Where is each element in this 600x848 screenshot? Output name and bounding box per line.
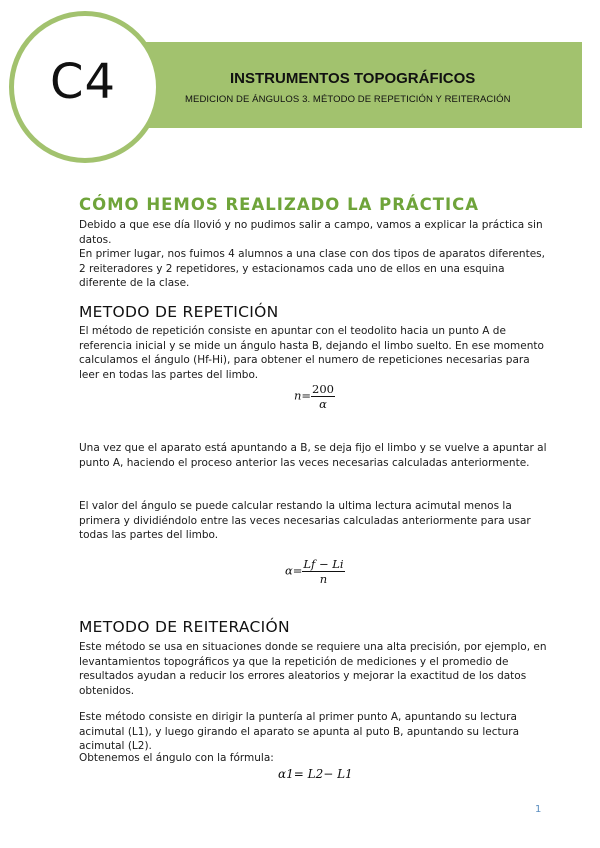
section-heading-repetition: METODO DE REPETICIÓN bbox=[79, 303, 279, 321]
paragraph-reiteration-3: Obtenemos el ángulo con la fórmula: bbox=[79, 752, 274, 764]
section-heading-reiteration: METODO DE REITERACIÓN bbox=[79, 618, 290, 636]
chapter-code: C4 bbox=[50, 54, 117, 110]
formula-alpha-lhs: α= bbox=[285, 563, 303, 578]
page-number: 1 bbox=[535, 804, 542, 815]
paragraph-repetition-1: El método de repetición consiste en apuntar con el teodolito hacia un punto A de referencia inicial y se mide un ángulo hasta B, dejando el limbo suelto. En ese momento calculamos el ángulo (Hf-Hi), para obtener el numero de repeticiones necesarias para leer en todas las partes del limbo. bbox=[79, 325, 544, 381]
paragraph-reiteration-1: Este método se usa en situaciones donde se requiere una alta precisión, por ejemplo, en levantamientos topográficos ya que la repetición de mediciones y el promedio de resultados ayudan a reducir los errores aleatorios y mejorar la exactitud de los datos obtenidos. bbox=[79, 641, 547, 697]
formula-alpha bbox=[285, 557, 345, 586]
document-title: INSTRUMENTOS TOPOGRÁFICOS bbox=[230, 70, 476, 87]
formula-alpha-numerator: Lf − Li bbox=[303, 557, 344, 571]
paragraph-repetition-2: Una vez que el aparato está apuntando a B, se deja fijo el limbo y se vuelve a apuntar al punto A, haciendo el proceso anterior las veces necesarias calculadas anteriormente. bbox=[79, 442, 547, 469]
formula-reiteration: α1= L2− L1 bbox=[278, 767, 353, 781]
formula-alpha-denominator: n bbox=[319, 572, 328, 586]
paragraph-reiteration-2: Este método consiste en dirigir la puntería al primer punto A, apuntando su lectura acimutal (L1), y luego girando el aparato se apunta al puto B, apuntando su lectura acimutal (L2). bbox=[79, 711, 520, 753]
formula-n-lhs: n= bbox=[294, 388, 312, 403]
formula-n-denominator: α bbox=[319, 397, 327, 411]
paragraph-repetition-3: El valor del ángulo se puede calcular restando la ultima lectura acimutal menos la primera y dividiéndolo entre las veces necesarias calculadas anteriormente para usar todas las partes del limbo. bbox=[79, 500, 531, 542]
formula-n-numerator: 200 bbox=[312, 382, 334, 396]
document-subtitle: MEDICION DE ÁNGULOS 3. MÉTODO DE REPETICIÓN Y REITERACIÓN bbox=[185, 94, 511, 105]
paragraph-intro-2: En primer lugar, nos fuimos 4 alumnos a una clase con dos tipos de aparatos diferentes, 2 reiteradores y 2 repetidores, y estacionamos cada uno de ellos en una esquina diferente de la clase. bbox=[79, 248, 545, 290]
section-heading-practice: CÓMO HEMOS REALIZADO LA PRÁCTICA bbox=[79, 195, 480, 214]
formula-n bbox=[294, 382, 335, 411]
paragraph-intro-1: Debido a que ese día llovió y no pudimos salir a campo, vamos a explicar la práctica sin datos. bbox=[79, 219, 543, 246]
